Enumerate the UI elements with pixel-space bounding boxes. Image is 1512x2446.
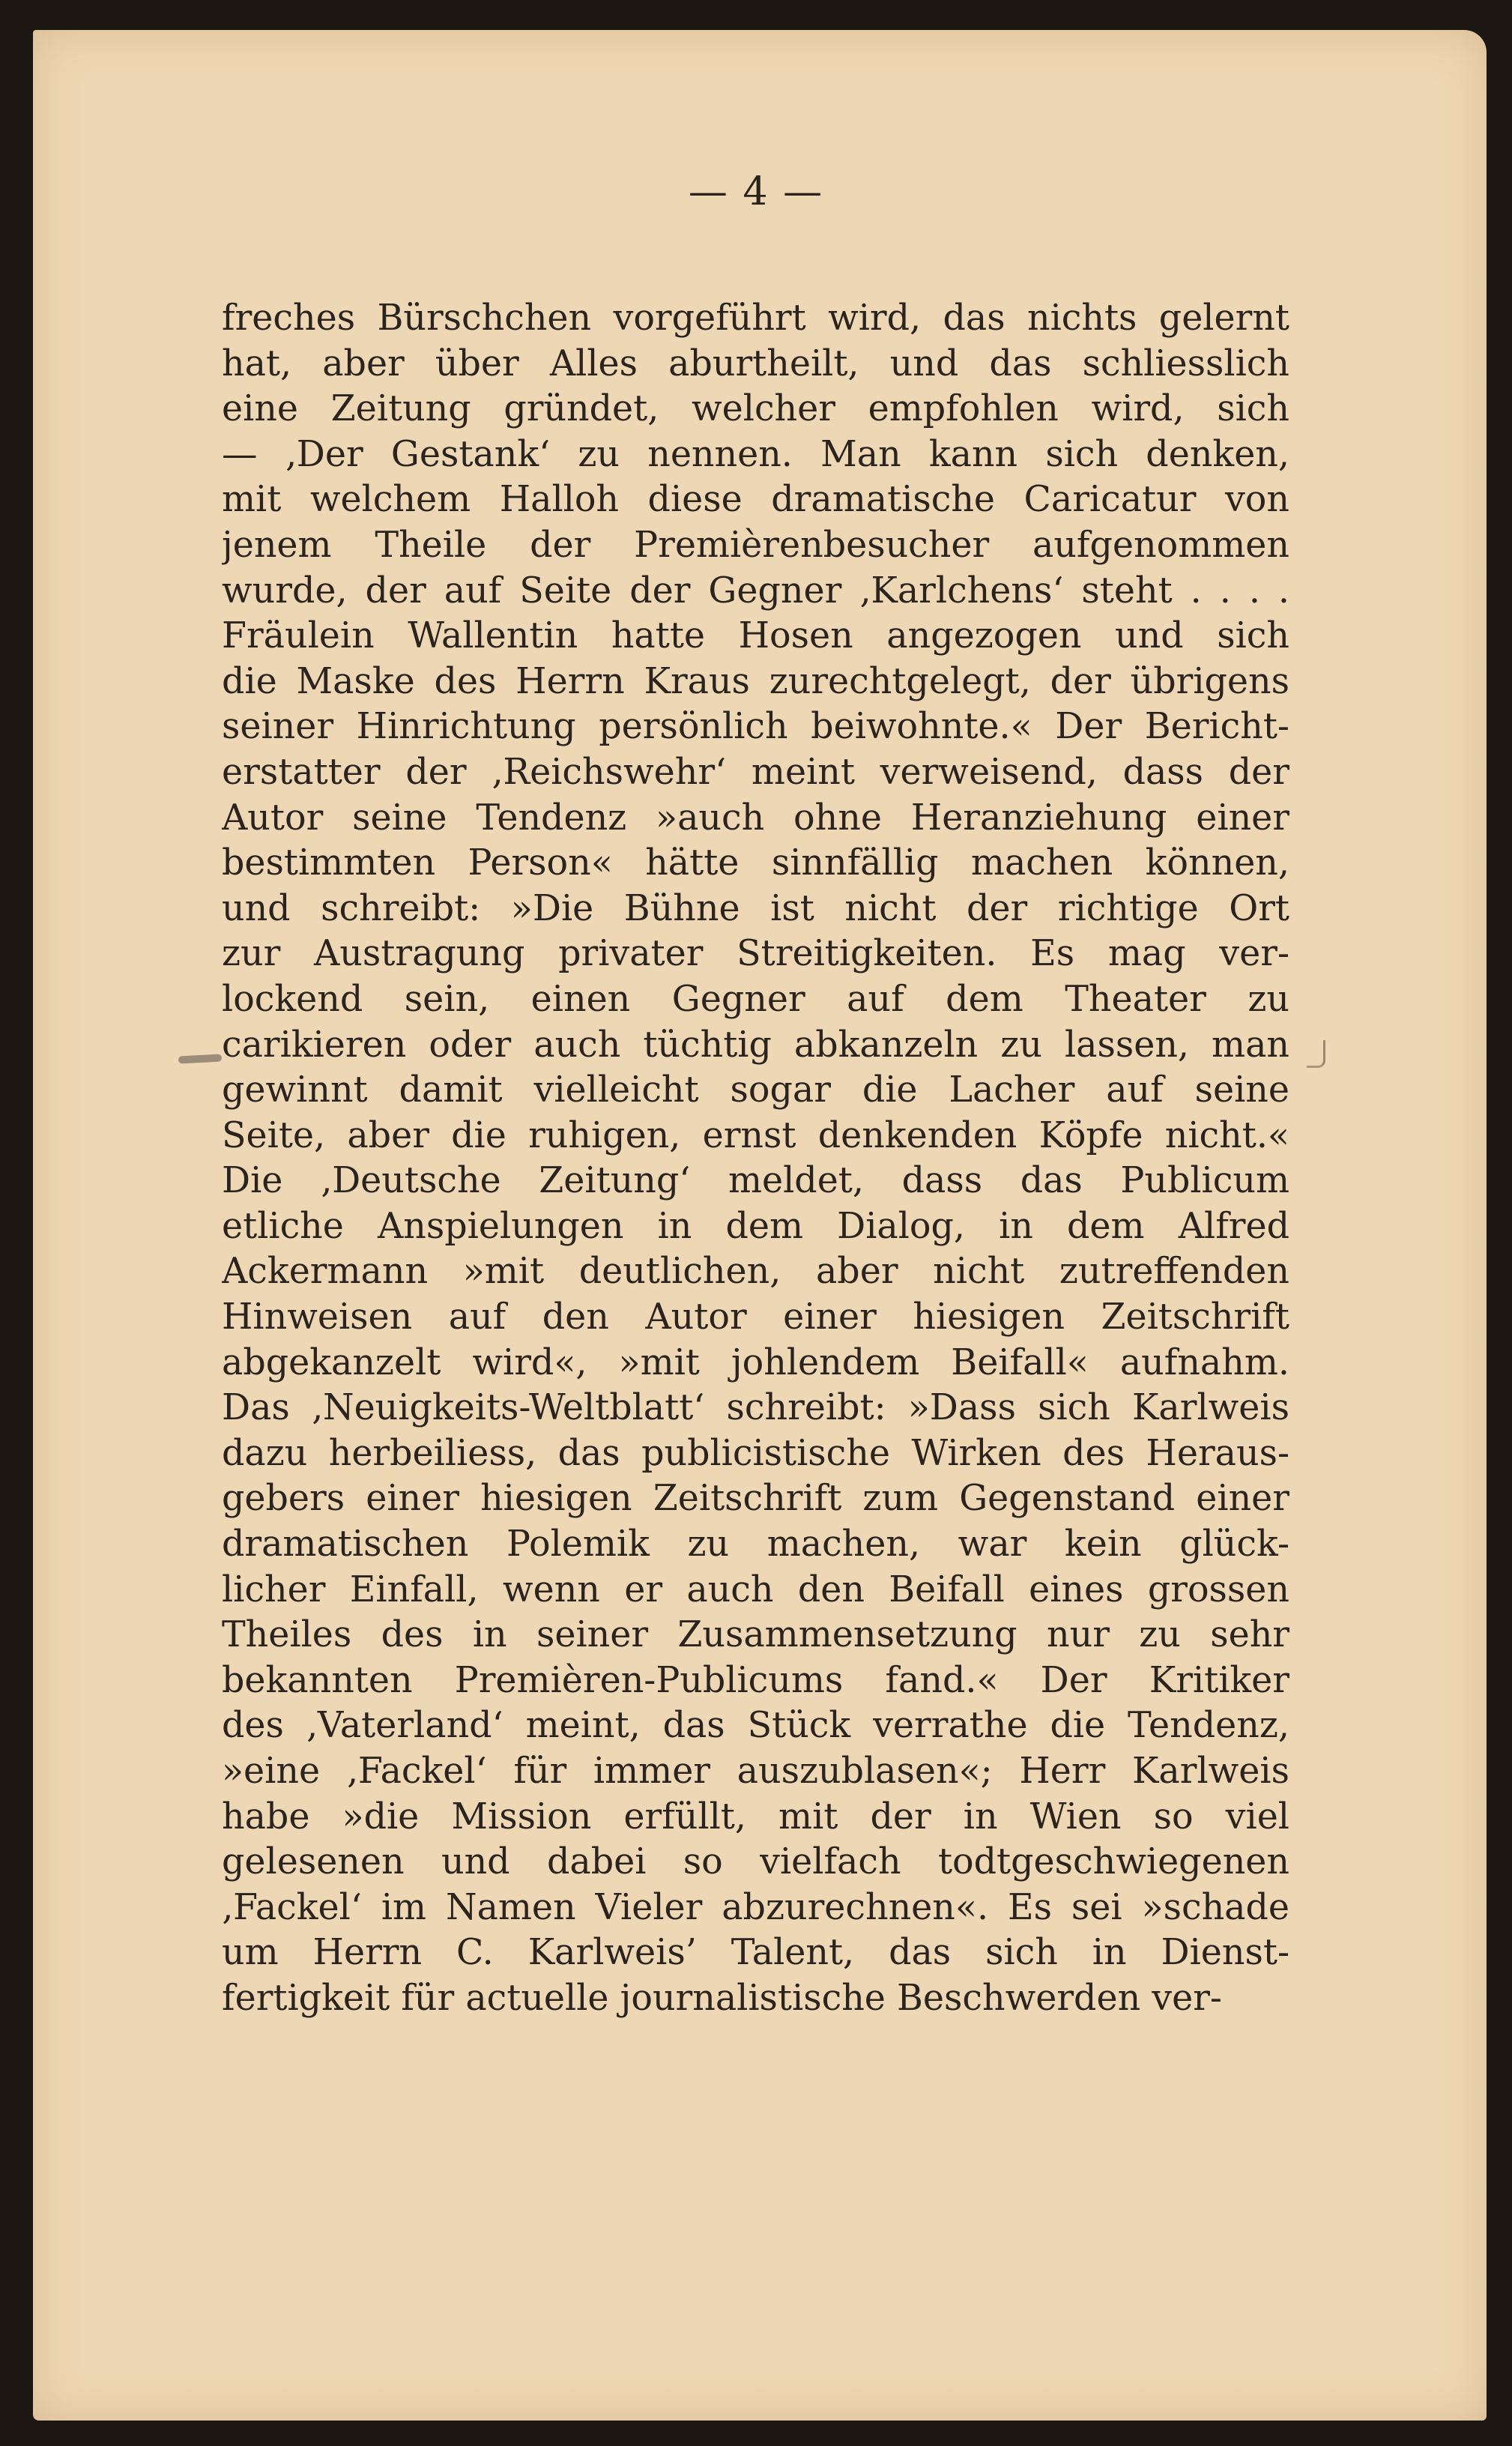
text-line: dramatischen Polemik zu machen, war kein glück- [222,1524,1289,1565]
text-line: abgekanzelt wird«, »mit johlendem Beifall« aufnahm. [222,1341,1289,1383]
text-line: Die ‚Deutsche Zeitung‘ meldet, dass das Publicum [222,1160,1289,1202]
text-line: Hinweisen auf den Autor einer hiesigen Zeitschrift [222,1296,1289,1338]
text-line: und schreibt: »Die Bühne ist nicht der richtige Ort [222,887,1289,929]
text-line: freches Bürschchen vorgeführt wird, das nichts gelernt [222,298,1289,339]
text-line: Ackermann »mit deutlichen, aber nicht zutreffenden [222,1251,1289,1293]
text-line: dazu herbeiliess, das publicistische Wirken des Heraus- [222,1432,1289,1474]
text-line: — ‚Der Gestank‘ zu nennen. Man kann sich denken, [222,433,1289,475]
text-line: etliche Anspielungen in dem Dialog, in dem Alfred [222,1205,1289,1247]
text-line: seiner Hinrichtung persönlich beiwohnte.« Der Bericht- [222,706,1289,748]
text-line: die Maske des Herrn Kraus zurechtgelegt, der übrigens [222,660,1289,702]
text-line: Das ‚Neuigkeits-Weltblatt‘ schreibt: »Dass sich Karlweis [222,1387,1289,1429]
text-line: Seite, aber die ruhigen, ernst denkenden Köpfe nicht.« [222,1114,1289,1156]
text-line: wurde, der auf Seite der Gegner ‚Karlchens‘ steht . . . . [222,570,1289,612]
text-line: Autor seine Tendenz »auch ohne Heranziehung einer [222,797,1289,839]
text-line: mit welchem Halloh diese dramatische Caricatur von [222,479,1289,521]
text-line: fertigkeit für actuelle journalistische Beschwerden ver- [222,1977,1222,2019]
text-line: gebers einer hiesigen Zeitschrift zum Gegenstand einer [222,1478,1289,1520]
margin-pencil-mark [1307,1040,1325,1068]
text-line: hat, aber über Alles aburtheilt, und das schliesslich [222,342,1289,384]
text-line: erstatter der ‚Reichswehr‘ meint verweisend, dass der [222,751,1289,793]
text-line: jenem Theile der Premièrenbesucher aufgenommen [222,524,1289,566]
text-line: des ‚Vaterland‘ meint, das Stück verrathe die Tendenz, [222,1705,1289,1747]
text-line: »eine ‚Fackel‘ für immer auszublasen«; Herr Karlweis [222,1751,1289,1792]
body-text [222,296,1289,2022]
text-line: ‚Fackel‘ im Namen Vieler abzurechnen«. Es sei »schade [222,1886,1289,1928]
text-line: lockend sein, einen Gegner auf dem Theater zu [222,978,1289,1020]
text-line: habe »die Mission erfüllt, mit der in Wien so viel [222,1796,1289,1837]
text-line: Fräulein Wallentin hatte Hosen angezogen und sich [222,615,1289,657]
text-line: licher Einfall, wenn er auch den Beifall eines grossen [222,1568,1289,1610]
text-line: gelesenen und dabei so vielfach todtgeschwiegenen [222,1841,1289,1883]
text-line: Theiles des in seiner Zusammensetzung nur zu sehr [222,1614,1289,1656]
text-line: zur Austragung privater Streitigkeiten. Es mag ver- [222,933,1289,975]
text-line: carikieren oder auch tüchtig abkanzeln zu lassen, man [222,1024,1289,1066]
page-number: — 4 — [688,169,824,214]
text-line: eine Zeitung gründet, welcher empfohlen wird, sich [222,388,1289,430]
text-line: gewinnt damit vielleicht sogar die Lacher auf seine [222,1069,1289,1111]
text-line: bekannten Premièren-Publicums fand.« Der Kritiker [222,1659,1289,1701]
text-line: bestimmten Person« hätte sinnfällig machen können, [222,842,1289,884]
text-line: um Herrn C. Karlweis’ Talent, das sich in Dienst- [222,1932,1289,1974]
